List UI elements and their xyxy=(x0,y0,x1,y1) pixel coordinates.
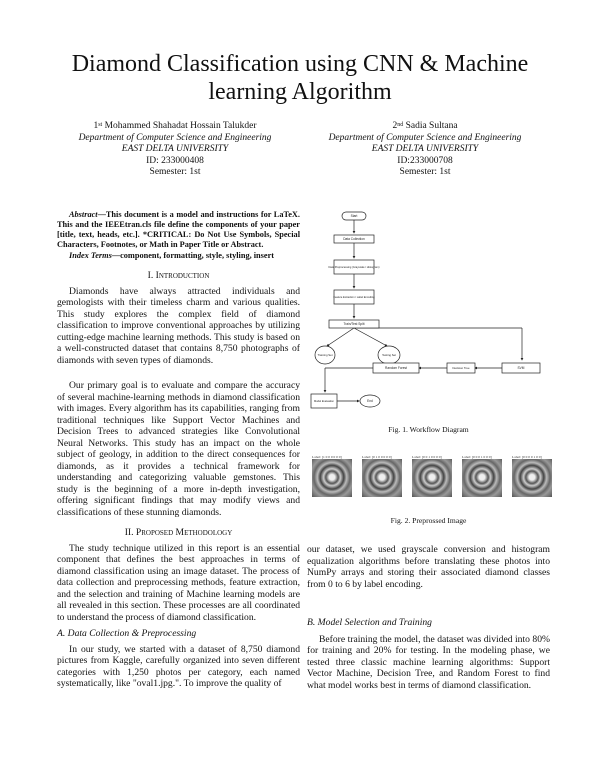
node-random-forest-label: Random Forest xyxy=(385,366,407,371)
node-decision-tree-label: Decision Tree xyxy=(452,366,470,371)
preprocessed-image-1-picture xyxy=(312,459,352,497)
node-split-label: Train/Test Split xyxy=(343,322,365,327)
author-2 xyxy=(300,121,550,179)
author-2-id: ID:233000708 xyxy=(397,155,453,166)
index-terms-text: —component, formatting, style, styling, insert xyxy=(111,251,275,260)
workflow-diagram xyxy=(307,208,550,418)
preprocessed-images-row xyxy=(312,455,562,500)
author-2-ordinal-sup: nd xyxy=(397,122,404,128)
node-feature-extraction-label: Feature Extraction / Label Encoding xyxy=(333,296,375,299)
method-title: Proposed Methodology xyxy=(135,527,233,538)
section-heading-methodology xyxy=(57,527,300,539)
author-1-id: ID: 233000408 xyxy=(146,155,204,166)
preprocessed-image-4-label: Label: [0 0 0 1 0 0 0] xyxy=(462,455,492,459)
author-2-university: EAST DELTA UNIVERSITY xyxy=(371,144,479,154)
author-2-ordinal: 2 xyxy=(392,121,398,131)
figure-2-caption: Fig. 2. Preprossed Image xyxy=(390,516,467,525)
paper-title: Diamond Classification using CNN & Machine learning Algorithm xyxy=(71,51,529,105)
author-1 xyxy=(50,121,300,179)
author-1-university: EAST DELTA UNIVERSITY xyxy=(121,144,229,154)
intro-paragraph-1: Diamonds have always attracted individuals and gemologists with their timeless charm and various qualities. This study explores the complex field of diamond classification to improve conventional approaches by utilizing cutting-edge machine learning methods. This study is based on a well-constructed dataset that contains 8,750 photographs of diamonds with seven types of diamonds. xyxy=(57,285,300,366)
node-training-set-label: Training Set xyxy=(317,353,333,357)
subsection-b-paragraph: Before training the model, the dataset was divided into 80% for training and 20% for testing. In the modeling phase, we tested three classic machine learning algorithms: Support Vector Machine, Decision Tree, and Random Forest to find what model works best in terms of diamond classification. xyxy=(307,633,550,691)
node-start-label: Start xyxy=(350,214,358,219)
author-1-ordinal-sup: st xyxy=(98,122,103,128)
abstract-label: Abstract xyxy=(69,210,98,219)
node-svm-label: SVM xyxy=(517,366,525,371)
preprocessed-image-3-label: Label: [0 0 1 0 0 0 0] xyxy=(412,455,442,459)
preprocessed-image-4 xyxy=(462,455,504,499)
preprocessed-image-5-label: Label: [0 0 0 0 1 0 0] xyxy=(512,455,542,459)
method-num: II. xyxy=(124,527,134,538)
author-1-ordinal: 1 xyxy=(93,121,99,131)
node-data-collection-label: Data Collection xyxy=(343,237,365,242)
subsection-heading-a: A. Data Collection & Preprocessing xyxy=(57,628,197,639)
subsection-a-paragraph: In our study, we started with a dataset of 8,750 diamond pictures from Kaggle, carefully organized into seven different categories with 1,250 photos per category, each named systematically, like "oval1.jpg.". To improve the quality of xyxy=(57,643,300,689)
author-2-name: Sadia Sultana xyxy=(405,121,458,131)
preprocessed-image-1-label: Label: [1 0 0 0 0 0 0] xyxy=(312,455,342,459)
node-preprocessing-label: Data Preprocessing (Grayscale / Histogram) xyxy=(328,266,380,269)
node-testing-set-label: Testing Set xyxy=(382,353,396,357)
preprocessed-image-2-label: Label: [0 1 0 0 0 0 0] xyxy=(362,455,392,459)
preprocessed-image-3 xyxy=(412,455,454,499)
index-terms-label: Index Terms xyxy=(69,251,112,260)
subsection-a-continued: our dataset, we used grayscale conversion and histogram equalization algorithms before translating these photos into NumPy arrays and storing their associated diamond classes from 0 to 6 by label encoding. xyxy=(307,544,550,590)
intro-title: Introduction xyxy=(155,270,210,281)
preprocessed-image-1 xyxy=(312,455,354,499)
subsection-heading-b: B. Model Selection and Training xyxy=(307,617,432,628)
author-1-semester: Semester: 1st xyxy=(149,167,201,177)
preprocessed-image-3-picture xyxy=(412,459,452,497)
right-column-text xyxy=(307,544,550,691)
author-2-semester: Semester: 1st xyxy=(399,167,451,177)
intro-num: I. xyxy=(147,270,154,281)
index-terms xyxy=(57,251,300,261)
author-1-dept: Department of Computer Science and Engineering xyxy=(78,132,272,143)
method-paragraph-1: The study technique utilized in this report is an essential component that defines the best approaches in terms of diamond classification using an image dataset. The process of data collection and preprocessing methods, feature extraction, and the selection and training of Machine learning models are all revealed in this section. These processes are all coordinated to understand the process of diamond classification. xyxy=(57,542,300,623)
preprocessed-image-5-picture xyxy=(512,459,552,497)
intro-paragraph-2: Our primary goal is to evaluate and compare the accuracy of several machine-learning methods in diamond classification with images. Every algorithm has its capabilities, ranging from traditional techniques like Support Vector Machines and Decision Trees to advanced strategies like Convolutional Neural Networks. This study has an impact on the whole subject of geology, in addition to the direct consequences for diamonds, as it provides a technical framework for understanding and categorizing valuable gemstones. This study is the beginning of a more in-depth investigation, offering significant findings that may modify views and classifications of these stunning diamonds. xyxy=(57,380,300,518)
node-evaluation-label: Model Evaluation xyxy=(314,400,334,403)
abstract xyxy=(57,210,300,250)
abstract-text: —This document is a model and instructions for LaTeX. This and the IEEEtran.cls file define the components of your paper [title, text, heads, etc.]. *CRITICAL: Do Not Use Symbols, Special Characters, Footnotes, or Math in Paper Title or Abstract. xyxy=(57,210,300,249)
figure-1-caption: Fig. 1. Workflow Diagram xyxy=(388,425,469,434)
preprocessed-image-2-picture xyxy=(362,459,402,497)
preprocessed-image-4-picture xyxy=(462,459,502,497)
node-end-label: End xyxy=(367,399,373,404)
preprocessed-image-5 xyxy=(512,455,554,499)
author-1-name: Mohammed Shahadat Hossain Talukder xyxy=(104,121,257,131)
preprocessed-image-2 xyxy=(362,455,404,499)
left-column xyxy=(57,210,300,690)
author-2-dept: Department of Computer Science and Engineering xyxy=(328,132,522,143)
section-heading-introduction xyxy=(57,270,300,282)
